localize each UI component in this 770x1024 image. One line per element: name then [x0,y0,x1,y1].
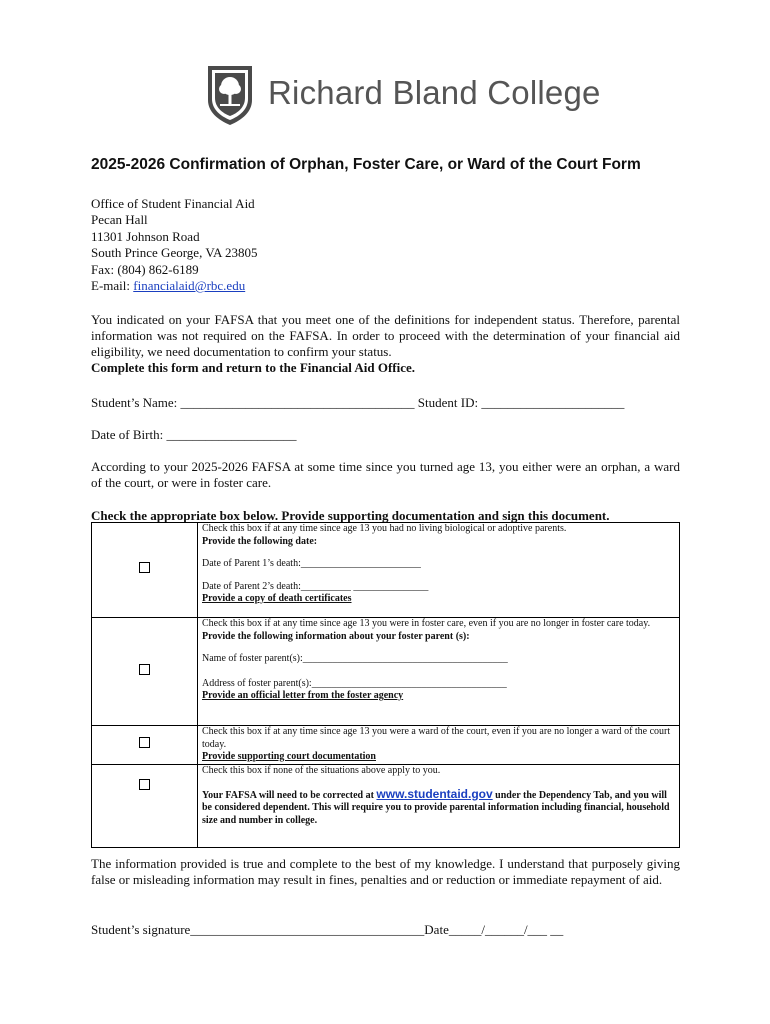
ward-checkbox[interactable] [139,737,150,748]
certification-statement: The information provided is true and complete to the best of my knowledge. I understand that purposely giving false or misleading information may result in fines, penalties and or reduction or immediate repayment of aid. [91,856,680,887]
email-line [91,278,245,294]
orphan-row [92,523,680,618]
foster-parent-address-field[interactable]: Address of foster parent(s):_______________________________________ [202,677,507,689]
college-shield-logo [206,64,254,126]
orphan-checkbox[interactable] [139,562,150,573]
foster-row [92,618,680,726]
fafsa-status-paragraph: According to your 2025-2026 FAFSA at some time since you turned age 13, you either were an orphan, a ward of the court, or were in foster care. [91,459,680,490]
none-description: Check this box if none of the situations above apply to you. [202,765,441,776]
signature-date-field[interactable]: Student’s signature____________________________________Date_____/______/___ __ [91,922,564,937]
foster-documentation: Provide an official letter from the foster agency [202,690,404,701]
college-name: Richard Bland College [268,74,601,111]
foster-parent-name-field[interactable]: Name of foster parent(s):_________________________________________ [202,653,508,664]
foster-description: Check this box if at any time since age 13 you were in foster care, even if you are no longer in foster care today. [202,618,651,629]
email-link[interactable]: financialaid@rbc.edu [133,278,246,293]
street-address: 11301 Johnson Road [91,229,200,244]
office-name: Office of Student Financial Aid [91,196,255,211]
parent1-death-date-field[interactable]: Date of Parent 1’s death:________________________ [202,558,421,569]
student-name-id-field[interactable]: Student’s Name: ____________________________________ Student ID: ______________________ [91,395,625,410]
none-correction-note [202,788,675,828]
check-instruction: Check the appropriate box below. Provide supporting documentation and sign this document. [91,508,610,523]
city-state-zip: South Prince George, VA 23805 [91,245,258,260]
status-options-table [91,522,680,848]
form-title: 2025-2026 Confirmation of Orphan, Foster Care, or Ward of the Court Form [91,156,641,173]
orphan-provide-date: Provide the following date: [202,535,318,547]
college-header [206,64,601,126]
ward-row [92,726,680,765]
none-note-after: under the Dependency Tab, and you will be considered dependent. This will require you to provide parental information including financial, household size and number in college. [202,789,670,826]
parent2-death-date-field[interactable]: Date of Parent 2’s death:__________ _______________ [202,580,429,592]
ward-documentation: Provide supporting court documentation [202,751,376,762]
intro-paragraph [91,312,680,376]
orphan-documentation: Provide a copy of death certificates [202,593,352,604]
foster-checkbox[interactable] [139,664,150,675]
intro-text: You indicated on your FAFSA that you meet one of the definitions for independent status. Therefore, parental information was not required on the FAFSA. In order to proceed with the determination of your financial aid eligibility, we need documentation to confirm your status. [91,312,680,359]
orphan-description: Check this box if at any time since age 13 you had no living biological or adoptive parents. [202,523,567,534]
none-checkbox[interactable] [139,779,150,790]
studentaid-link[interactable]: www.studentaid.gov [376,786,493,801]
foster-provide-info: Provide the following information about your foster parent (s): [202,630,470,642]
none-note-before: Your FAFSA will need to be corrected at [202,789,377,801]
fax-number: Fax: (804) 862-6189 [91,262,199,277]
intro-instruction: Complete this form and return to the Financial Aid Office. [91,360,416,375]
ward-description: Check this box if at any time since age 13 you were a ward of the court, even if you are no longer a ward of the court today. [202,726,671,750]
building-name: Pecan Hall [91,212,148,227]
date-of-birth-field[interactable]: Date of Birth: ____________________ [91,427,297,442]
email-label: E-mail: [91,278,134,293]
none-row [92,765,680,848]
